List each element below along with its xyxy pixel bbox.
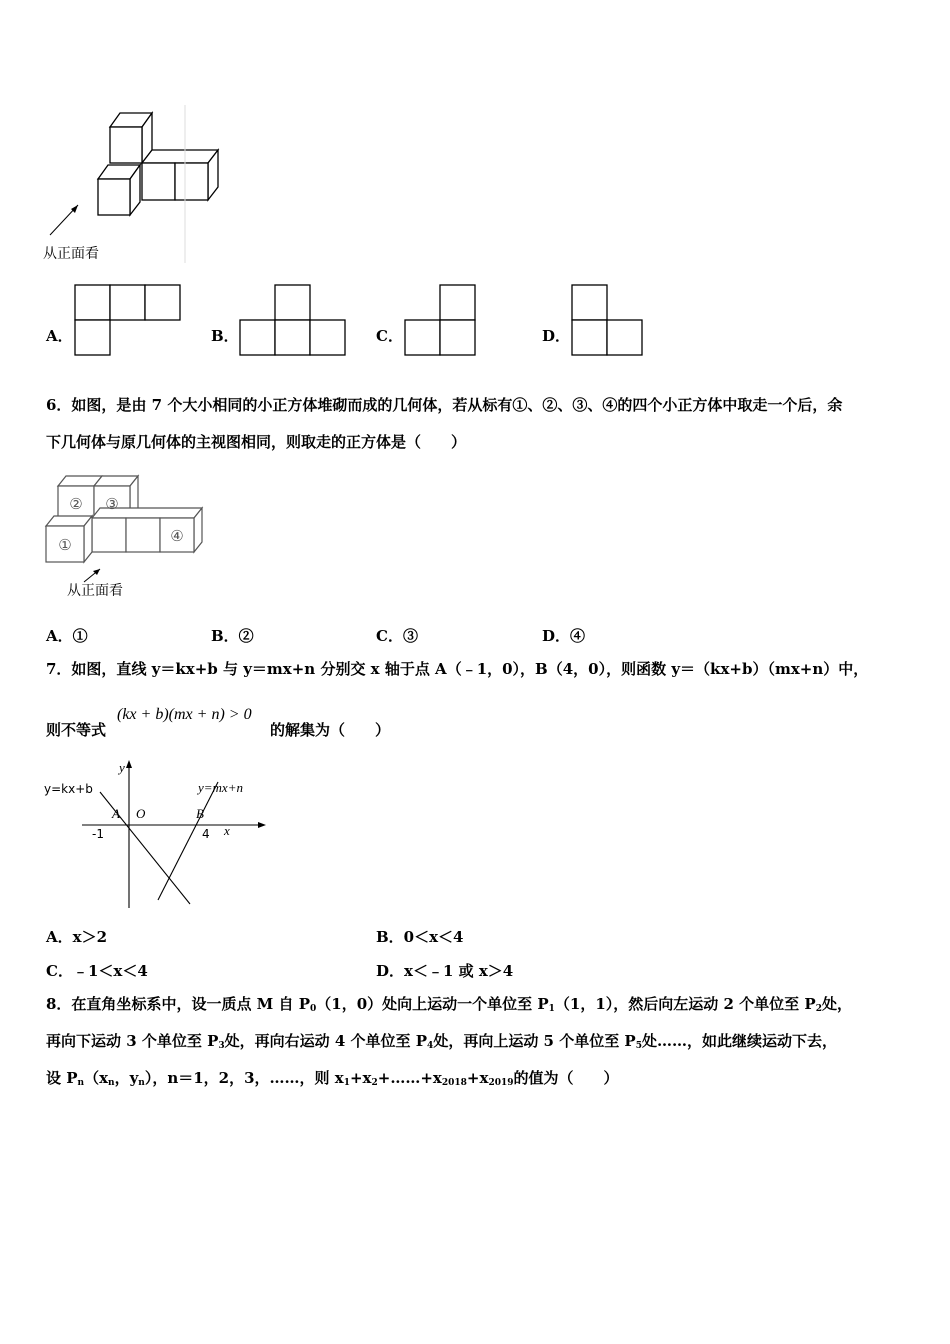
q7-option-a[interactable]: A．x＞2 (46, 928, 108, 946)
q7-tick-4: 4 (202, 827, 210, 841)
q5-option-a-label[interactable]: A． (46, 327, 73, 345)
q7-option-c[interactable]: C．﹣1＜x＜4 (46, 962, 148, 980)
q6-question-line2: 下几何体与原几何体的主视图相同，则取走的正方体是（ ） (46, 433, 467, 451)
q7-question-line2-post: 的解集为（ ） (270, 721, 391, 739)
q7-inequality-formula: (kx + b)(mx + n) > 0 (117, 706, 252, 723)
q8-question-line1: 8．在直角坐标系中，设一质点 M 自 $P_0(1$，0）处向上运动一个单位至 $P_1(1$，1），然后向左运动 2 个单位至 $P_2$处， (46, 995, 852, 1014)
q6-question-line1: 6．如图，是由 7 个大小相同的小正方体堆砌而成的几何体，若从标有①、②、③、④的四个小正方体中取走一个后，余 (46, 396, 843, 414)
q6-view-caption: 从正面看 (67, 583, 123, 599)
q6-cube-label-3: ③ (105, 495, 119, 513)
q5-cube-figure (40, 105, 190, 265)
q7-option-d[interactable]: D．x＜﹣1 或 x＞4 (376, 962, 514, 980)
q7-question-line1: 7．如图，直线 y＝kx+b 与 y＝mx+n 分别交 x 轴于点 A（﹣1，0），B（4，0），则函数 y＝（kx+b）（mx+n）中， (46, 660, 869, 678)
q7-question-line2-pre: 则不等式 (46, 721, 107, 739)
q8-question-line2: 再向下运动 3 个单位至 $P_3$处，再向右运动 4 个单位至 $P_4$处，再向上运动 5 个单位至 $P_5$处……，如此继续运动下去， (46, 1032, 837, 1051)
q6-option-c[interactable]: C．③ (376, 627, 418, 645)
q5-option-b-figure[interactable] (238, 283, 350, 358)
q7-option-b[interactable]: B．0＜x＜4 (376, 928, 464, 946)
q7-point-a-label: A (112, 806, 120, 821)
q7-origin-label: O (136, 806, 146, 821)
q8-question-line3: 设 $P_n(x_n$，$y_n$），n＝1，2，3，……，则 $x_1+x_2+\dots\dots+x_{2018}+x_{2019}$的值为（ ） (46, 1069, 619, 1088)
q7-axis-y-label: y (119, 760, 125, 775)
q5-option-b-label[interactable]: B． (211, 327, 239, 345)
q7-line2-label: y=mx+n (198, 780, 243, 795)
q5-option-d-figure[interactable] (570, 283, 650, 358)
q5-view-caption: 从正面看 (43, 246, 99, 262)
q5-option-c-figure[interactable] (403, 283, 483, 358)
q5-option-c-label[interactable]: C． (376, 327, 403, 345)
q5-option-d-label[interactable]: D． (542, 327, 571, 345)
q7-axis-x-label: x (224, 823, 230, 838)
q7-graph (40, 758, 270, 913)
q7-point-b-label: B (196, 806, 204, 821)
q5-option-a-figure[interactable] (73, 283, 185, 358)
q7-line1-label: y=kx+b (44, 782, 93, 796)
q6-cube-figure (44, 472, 209, 567)
q6-cube-label-2: ② (69, 495, 83, 513)
q6-option-b[interactable]: B．② (211, 627, 254, 645)
q6-option-d[interactable]: D．④ (542, 627, 586, 645)
q6-option-a[interactable]: A．① (46, 627, 88, 645)
q7-tick-neg1: -1 (92, 827, 104, 841)
q6-cube-label-4: ④ (170, 527, 184, 545)
q6-cube-label-1: ① (58, 536, 72, 554)
